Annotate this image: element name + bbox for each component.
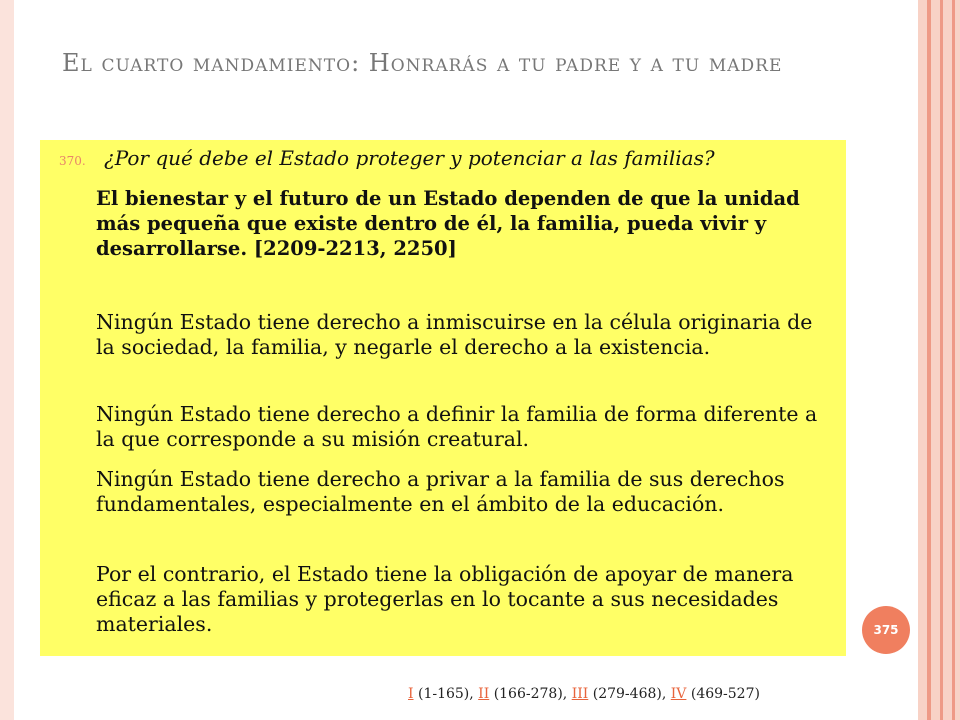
paragraph-1: Ningún Estado tiene derecho a inmiscuirse en la célula originaria de la sociedad, la familia, y negarle el derecho a la existencia.	[96, 310, 813, 359]
slide-title: El cuarto mandamiento: Honrarás a tu padre y a tu madre	[62, 49, 783, 77]
footer-link-III[interactable]: III	[571, 686, 589, 702]
footer-link-I[interactable]: I	[408, 686, 414, 702]
footer-range-III: (279-468),	[592, 686, 667, 702]
footer-range-IV: (469-527)	[690, 686, 760, 702]
right-frame-stripe	[940, 0, 943, 720]
answer-summary: El bienestar y el futuro de un Estado dependen de que la unidad más pequeña que existe dentro de él, la familia, pueda vivir y desarrollarse. [2209-2213, 2250]	[96, 187, 800, 260]
footer-link-II[interactable]: II	[478, 686, 490, 702]
page-number-badge: 375	[862, 606, 910, 654]
question-text: ¿Por qué debe el Estado proteger y potenciar a las familias?	[104, 146, 715, 170]
footer-link-IV[interactable]: IV	[670, 686, 687, 702]
right-frame-stripe	[952, 0, 955, 720]
right-frame-stripe	[927, 0, 931, 720]
left-frame-band	[0, 0, 14, 720]
paragraph-2: Ningún Estado tiene derecho a definir la familia de forma diferente a la que corresponde a su misión creatural.	[96, 402, 818, 451]
footer-navigation	[408, 686, 760, 702]
footer-range-I: (1-165),	[417, 686, 474, 702]
paragraph-3: Ningún Estado tiene derecho a privar a la familia de sus derechos fundamentales, especialmente en el ámbito de la educación.	[96, 467, 785, 516]
paragraph-4: Por el contrario, el Estado tiene la obligación de apoyar de manera eficaz a las familias y protegerlas en lo tocante a sus necesidades materiales.	[96, 562, 794, 636]
question-number: 370.	[59, 154, 86, 168]
footer-range-II: (166-278),	[493, 686, 568, 702]
